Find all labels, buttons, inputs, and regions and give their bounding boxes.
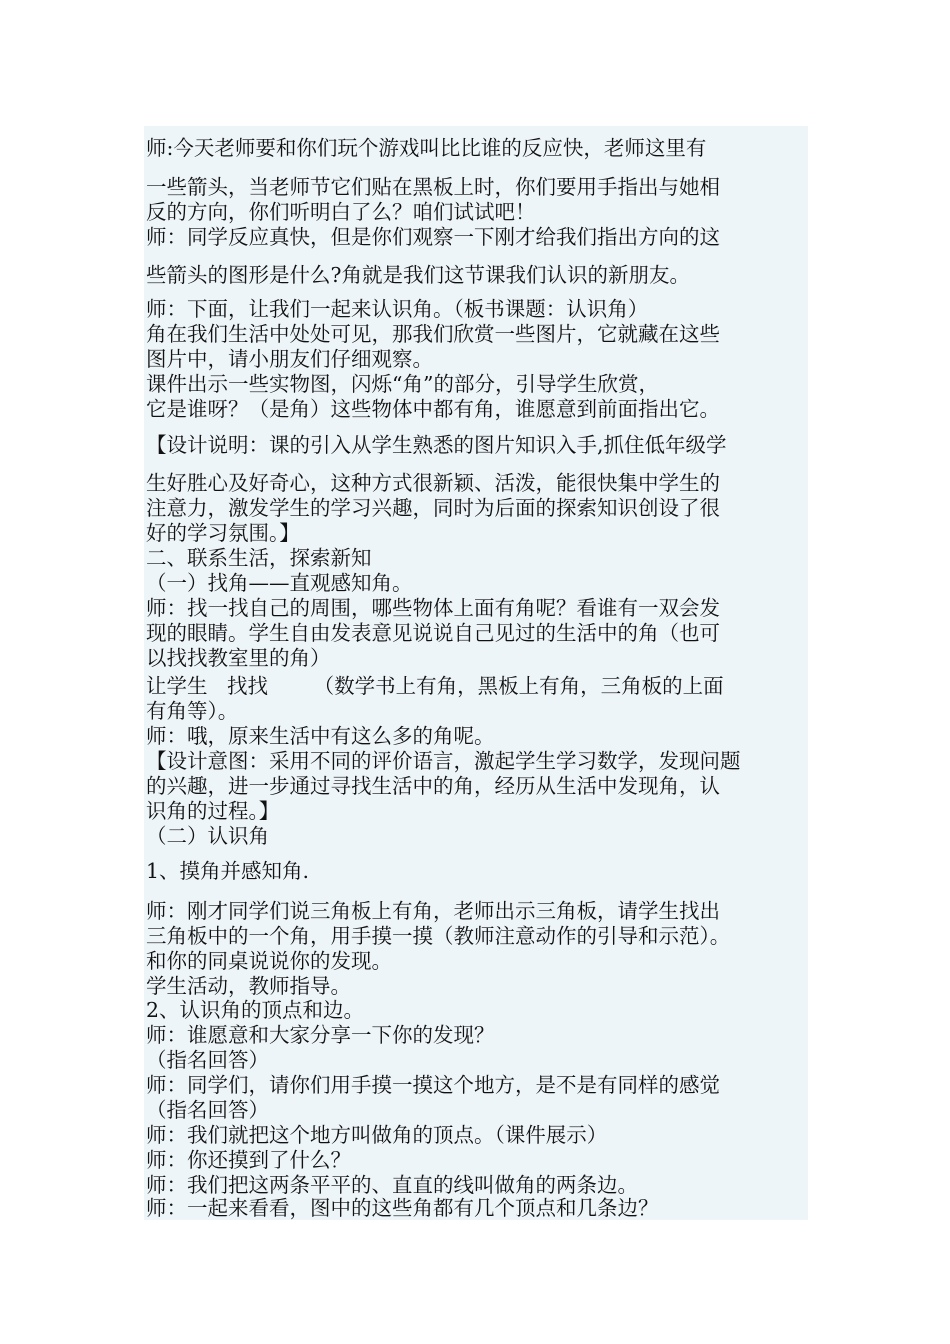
text-line: 的兴趣，进一步通过寻找生活中的角，经历从生活中发现角，认 [146, 774, 720, 798]
text-line: 【设计说明：课的引入从学生熟悉的图片知识入手,抓住低年级学 [146, 433, 727, 457]
text-line: 它是谁呀？（是角）这些物体中都有角，谁愿意到前面指出它。 [146, 397, 720, 421]
text-line: 现的眼睛。学生自由发表意见说说自己见过的生活中的角（也可 [146, 621, 720, 645]
text-line: （二）认识角 [146, 824, 269, 848]
text-line: 一些箭头，当老师节它们贴在黑板上时，你们要用手指出与她相 [146, 175, 720, 199]
text-line: 师：同学们，请你们用手摸一摸这个地方，是不是有同样的感觉 [146, 1073, 720, 1097]
text-line: 课件出示一些实物图，闪烁“角”的部分，引导学生欣赏， [146, 372, 659, 396]
text-line: 师：我们把这两条平平的、直直的线叫做角的两条边。 [146, 1173, 638, 1197]
text-line: 师：你还摸到了什么？ [146, 1148, 351, 1172]
text-line: （指名回答） [146, 1098, 269, 1122]
text-line: 反的方向，你们听明白了么？咱们试试吧！ [146, 200, 536, 224]
text-line: 以找找教室里的角） [146, 646, 331, 670]
text-line: 学生活动，教师指导。 [146, 974, 351, 998]
text-line: 师：谁愿意和大家分享一下你的发现？ [146, 1023, 495, 1047]
text-line: 二、联系生活，探索新知 [146, 546, 372, 570]
text-line: 师：我们就把这个地方叫做角的顶点。（课件展示） [146, 1123, 608, 1147]
text-line: （指名回答） [146, 1048, 269, 1072]
text-line: 1、摸角并感知角. [146, 859, 310, 883]
text-line: 角在我们生活中处处可见，那我们欣赏一些图片，它就藏在这些 [146, 322, 720, 346]
document-text-area [144, 126, 808, 1220]
text-line: （一）找角——直观感知角。 [146, 571, 413, 595]
text-line: 师：同学反应真快，但是你们观察一下刚才给我们指出方向的这 [146, 225, 720, 249]
text-line: 注意力，激发学生的学习兴趣，同时为后面的探索知识创设了很 [146, 496, 720, 520]
text-line: 2、认识角的顶点和边。 [146, 998, 365, 1022]
text-line: 图片中，请小朋友们仔细观察。 [146, 347, 433, 371]
text-line: 师:今天老师要和你们玩个游戏叫比比谁的反应快，老师这里有 [146, 136, 707, 160]
text-line: 师：刚才同学们说三角板上有角，老师出示三角板，请学生找出 [146, 899, 720, 923]
text-line: 有角等）。 [146, 699, 239, 723]
text-line: 让学生 找找 （数学书上有角，黑板上有角，三角板的上面 [146, 674, 724, 698]
text-line: 和你的同桌说说你的发现。 [146, 949, 392, 973]
text-line: 师：下面，让我们一起来认识角。（板书课题：认识角） [146, 297, 649, 321]
text-line: 好的学习氛围。】 [146, 521, 300, 545]
text-line: 师：找一找自己的周围，哪些物体上面有角呢？看谁有一双会发 [146, 596, 720, 620]
text-line: 识角的过程。】 [146, 799, 280, 823]
text-line: 生好胜心及好奇心，这种方式很新颖、活泼，能很快集中学生的 [146, 471, 720, 495]
text-line: 师：一起来看看，图中的这些角都有几个顶点和几条边？ [146, 1196, 659, 1220]
text-line: 三角板中的一个角，用手摸一摸（教师注意动作的引导和示范）。 [146, 924, 731, 948]
text-line: 些箭头的图形是什么?角就是我们这节课我们认识的新朋友。 [146, 263, 690, 287]
text-line: 师：哦，原来生活中有这么多的角呢。 [146, 724, 495, 748]
text-line: 【设计意图：采用不同的评价语言，激起学生学习数学，发现问题 [146, 749, 741, 773]
